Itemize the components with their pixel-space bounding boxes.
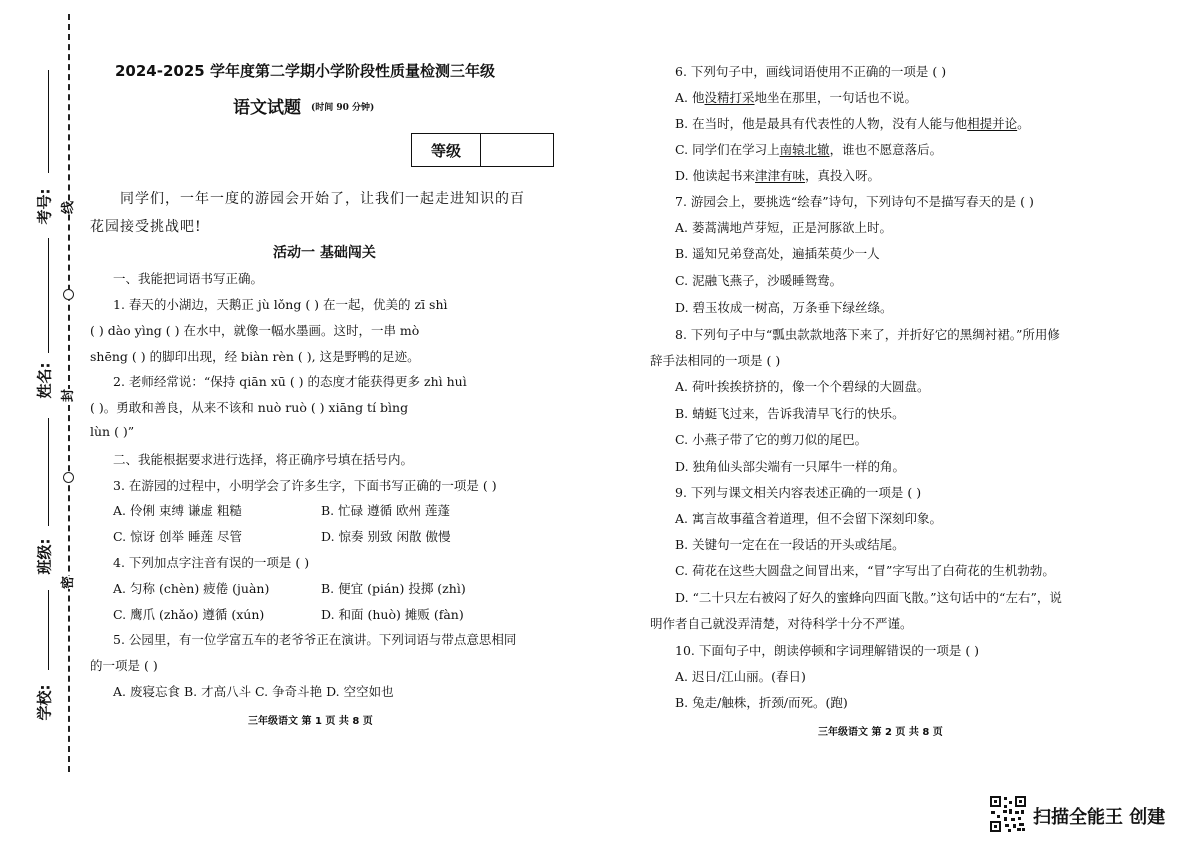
- exam-subject: 语文试题: [233, 98, 301, 118]
- q4-option-c: C. 鹰爪 (zhǎo) 遵循 (xún): [113, 607, 265, 622]
- q8-option-a: A. 荷叶挨挨挤挤的，像一个个碧绿的大圆盘。: [675, 379, 930, 394]
- exam-time-note: (时间 90 分钟): [311, 103, 375, 113]
- q7-option-d: D. 碧玉妆成一树高，万条垂下绿丝绦。: [675, 300, 893, 315]
- intro-line-1: 同学们，一年一度的游园会开始了，让我们一起走进知识的百: [120, 191, 525, 207]
- q6-stem: 6. 下列句子中，画线词语使用不正确的一项是 ( ): [675, 64, 947, 79]
- q5-options: A. 废寝忘食 B. 才高八斗 C. 争奇斗艳 D. 空空如也: [113, 684, 394, 699]
- q6-c-underlined: 南辕北辙: [779, 142, 830, 157]
- q6-option-c: [675, 140, 942, 158]
- q7-option-a: A. 蒌蒿满地芦芽短，正是河豚欲上时。: [675, 220, 892, 235]
- section1-heading: 一、我能把词语书写正确。: [113, 271, 264, 286]
- xuexiao-label: 学校:: [35, 684, 54, 721]
- grade-blank-cell: [481, 134, 553, 166]
- q3-option-c: C. 惊讶 创举 睡莲 尽管: [113, 529, 242, 544]
- binding-char-xian: 线: [57, 201, 76, 214]
- q8-option-b: B. 蜻蜓飞过来，告诉我清早飞行的快乐。: [675, 406, 905, 421]
- q8-line-2: 辞手法相同的一项是 ( ): [650, 353, 781, 368]
- q3-option-b: B. 忙碌 遵循 欧州 莲蓬: [321, 503, 451, 518]
- q3-option-a: A. 伶俐 束缚 谦虚 粗糙: [113, 503, 242, 518]
- page1-footer: 三年级语文 第 1 页 共 8 页: [248, 716, 373, 727]
- q5-line-2: 的一项是 ( ): [90, 658, 158, 673]
- q9-stem: 9. 下列与课文相关内容表述正确的一项是 ( ): [675, 485, 922, 500]
- q7-option-b: B. 遥知兄弟登高处，遍插茱萸少一人: [675, 246, 880, 261]
- banji-blank-line: [48, 418, 49, 526]
- xingming-label: 姓名:: [35, 362, 54, 399]
- q3-stem: 3. 在游园的过程中，小明学会了许多生字，下面书写正确的一项是 ( ): [113, 478, 497, 493]
- q9-option-c: C. 荷花在这些大圆盘之间冒出来，“冒”字写出了白荷花的生机勃勃。: [675, 563, 1055, 578]
- scanner-watermark: 扫描全能王 创建: [1033, 807, 1166, 828]
- kaohao-label: 考号:: [35, 188, 54, 225]
- binding-hole-2: [63, 472, 74, 483]
- binding-hole-1: [63, 289, 74, 300]
- q8-option-d: D. 独角仙头部尖端有一只犀牛一样的角。: [675, 459, 906, 474]
- q3-option-d: D. 惊奏 别致 闲散 傲慢: [321, 529, 451, 544]
- grade-box: [411, 133, 554, 167]
- q6-a-prefix: A. 他: [675, 90, 705, 105]
- q10-stem: 10. 下面句子中，朗读停顿和字词理解错误的一项是 ( ): [675, 643, 980, 658]
- q6-b-suffix: 。: [1017, 116, 1030, 131]
- q1-line-2: ( ) dào yìng ( ) 在水中，就像一幅水墨画。这时，一串 mò: [90, 323, 420, 338]
- q1-line-1: 1. 春天的小湖边，天鹅正 jù lǒng ( ) 在一起，优美的 zī shì: [113, 297, 448, 312]
- q4-option-b: B. 便宜 (pián) 投掷 (zhì): [321, 581, 466, 596]
- q4-option-d: D. 和面 (huò) 摊贩 (fàn): [321, 607, 464, 622]
- q6-option-d: [675, 166, 880, 184]
- q7-option-c: C. 泥融飞燕子，沙暖睡鸳鸯。: [675, 273, 843, 288]
- q2-line-1: 2. 老师经常说：“保持 qiān xū ( ) 的态度才能获得更多 zhì huì: [113, 374, 467, 389]
- qr-code-icon: [989, 795, 1027, 833]
- q6-a-underlined: 没精打采: [704, 90, 755, 105]
- intro-line-2: 花园接受挑战吧!: [90, 219, 202, 235]
- q10-option-a: A. 迟日/江山丽。(春日): [675, 669, 806, 684]
- xingming-blank-line: [48, 238, 49, 353]
- q9-option-b: B. 关键句一定在在一段话的开头或结尾。: [675, 537, 905, 552]
- q6-d-underlined: 津津有味: [755, 168, 806, 183]
- q9-option-d-line-1: D. “二十只左右被闷了好久的蜜蜂向四面飞散。”这句话中的“左右”，说: [675, 590, 1062, 605]
- activity1-heading: 活动一 基础闯关: [273, 245, 376, 261]
- banji-label: 班级:: [35, 538, 54, 575]
- q9-option-a: A. 寓言故事蕴含着道理，但不会留下深刻印象。: [675, 511, 942, 526]
- q8-line-1: 8. 下列句子中与“瓢虫款款地落下来了，并折好它的黑绸衬裙。”所用修: [675, 327, 1060, 342]
- binding-char-mi: 密: [57, 576, 76, 589]
- page2-footer: 三年级语文 第 2 页 共 8 页: [818, 727, 943, 738]
- q6-b-underlined: 相提并论: [967, 116, 1018, 131]
- kaohao-blank-line: [48, 70, 49, 173]
- q5-line-1: 5. 公园里，有一位学富五车的老爷爷正在演讲。下列词语与带点意思相同: [113, 632, 517, 647]
- binding-char-feng: 封: [57, 389, 76, 402]
- q6-d-suffix: ，真投入呀。: [805, 168, 881, 183]
- q7-stem: 7. 游园会上，要挑选“绘春”诗句，下列诗句不是描写春天的是 ( ): [675, 194, 1034, 209]
- q6-option-b: [675, 114, 1030, 132]
- q1-line-3: shēng ( ) 的脚印出现，经 biàn rèn ( ), 这是野鸭的足迹。: [90, 349, 420, 364]
- q6-c-suffix: ，谁也不愿意落后。: [829, 142, 943, 157]
- q4-stem: 4. 下列加点字注音有误的一项是 ( ): [113, 555, 310, 570]
- q2-line-3: lùn ( )”: [90, 424, 135, 439]
- grade-label: 等级: [412, 134, 481, 166]
- q6-c-prefix: C. 同学们在学习上: [675, 142, 780, 157]
- q2-line-2: ( )。勇敢和善良，从来不该和 nuò ruò ( ) xiāng tí bìng: [90, 400, 409, 415]
- q4-option-a: A. 匀称 (chèn) 疲倦 (juàn): [113, 581, 270, 596]
- q8-option-c: C. 小燕子带了它的剪刀似的尾巴。: [675, 432, 868, 447]
- q9-option-d-line-2: 明作者自己就没弄清楚，对待科学十分不严谨。: [650, 616, 913, 631]
- q6-a-suffix: 地坐在那里，一句话也不说。: [754, 90, 918, 105]
- q6-d-prefix: D. 他读起书来: [675, 168, 756, 183]
- q6-option-a: [675, 88, 917, 106]
- section2-heading: 二、我能根据要求进行选择，将正确序号填在括号内。: [113, 452, 414, 467]
- xuexiao-blank-line: [48, 590, 49, 670]
- q6-b-prefix: B. 在当时，他是最具有代表性的人物，没有人能与他: [675, 116, 968, 131]
- q10-option-b: B. 兔走/触株，折颈/而死。(跑): [675, 695, 848, 710]
- exam-title: 2024-2025 学年度第二学期小学阶段性质量检测三年级: [115, 62, 495, 80]
